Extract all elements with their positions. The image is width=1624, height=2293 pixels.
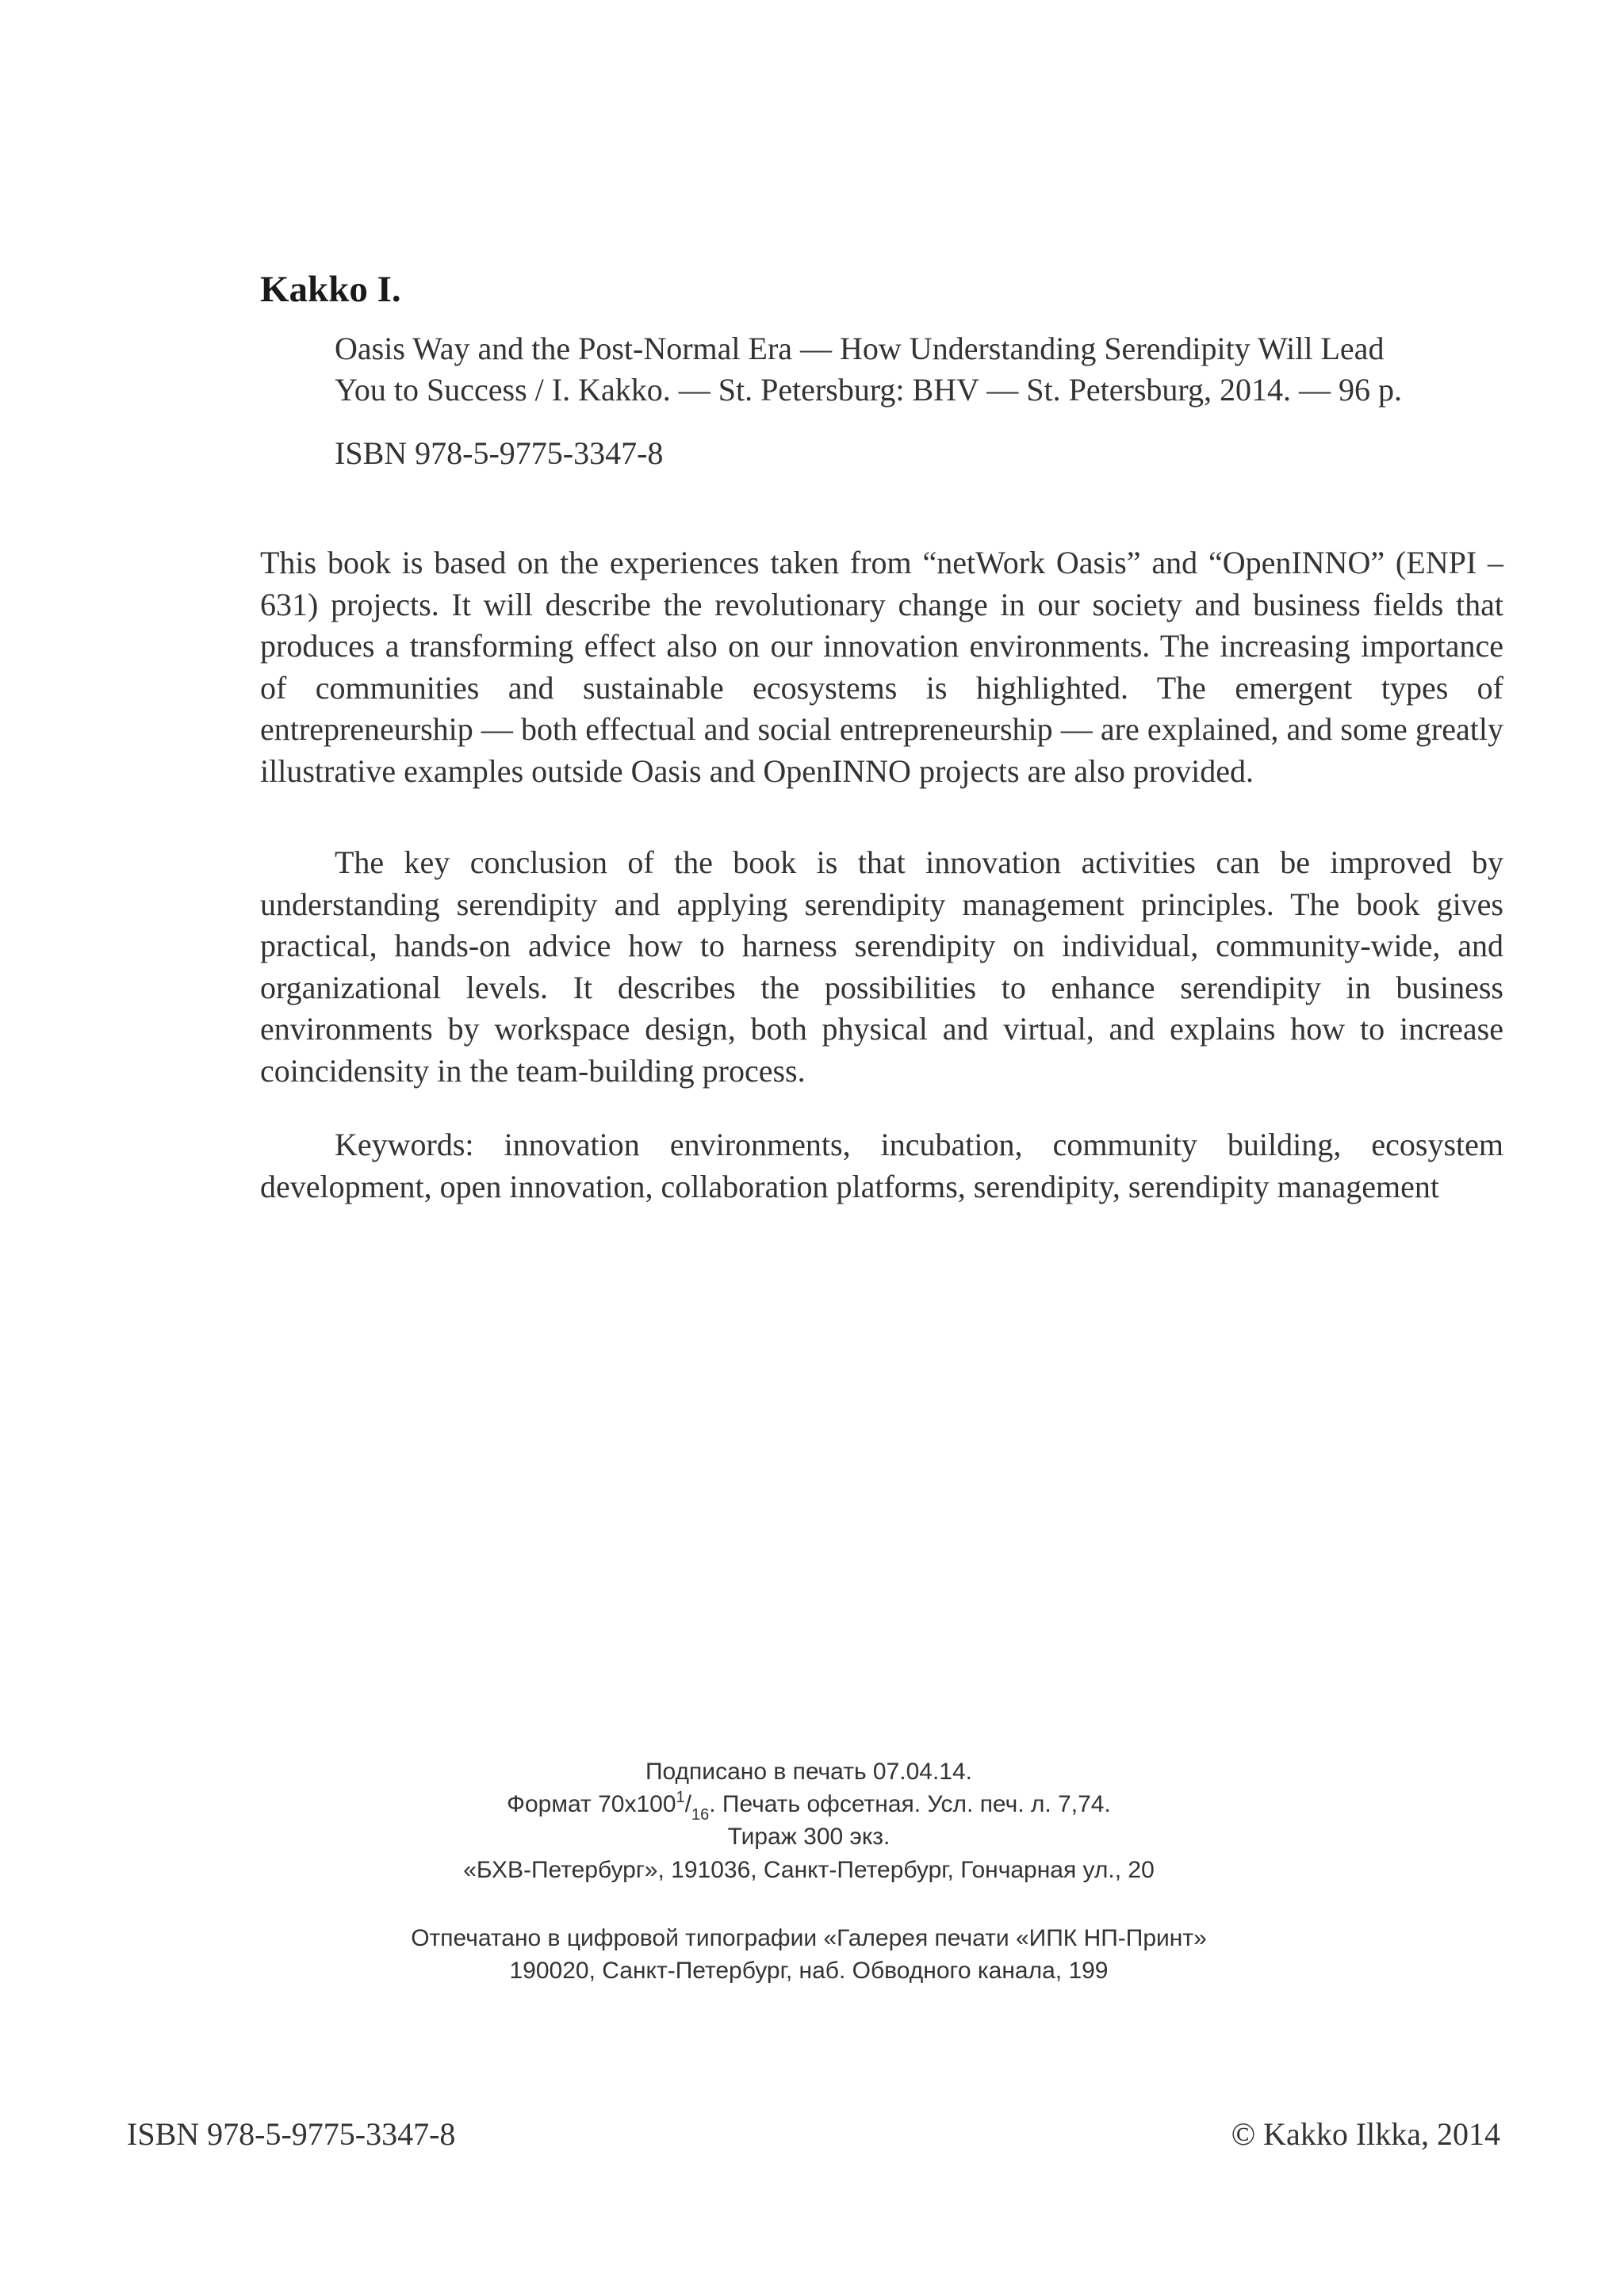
book-title-line-1: Oasis Way and the Post-Normal Era — How Understanding Serendipity Will Lead (335, 331, 1385, 366)
format-prefix: Формат 70x100 (507, 1791, 676, 1817)
imprint-publisher: «БХВ-Петербург», 191036, Санкт-Петербург, Гончарная ул., 20 (463, 1857, 1155, 1883)
format-fraction-denominator: 16 (691, 1806, 710, 1824)
abstract-paragraph-2 (260, 842, 1503, 1092)
format-fraction-slash: / (684, 1791, 691, 1817)
format-fraction-numerator: 1 (676, 1789, 685, 1806)
imprint-circulation: Тираж 300 экз. (727, 1824, 891, 1850)
printer-address: 190020, Санкт-Петербург, наб. Обводного канала, 199 (509, 1958, 1109, 1984)
abstract-paragraph-2-text: The key conclusion of the book is that innovation activities can be improved by understanding serendipity and applying serendipity management principles. The book gives practical, hands-on advice how to harness serendipity on individual, community-wide, and organizational levels. It describes the possibilities to enhance serendipity in business environments by workspace design, both physical and virtual, and explains how to increase coincidensity in the team-building process. (260, 844, 1503, 1089)
keywords-paragraph (260, 1124, 1503, 1208)
book-title-line-2: You to Success / I. Kakko. — St. Petersburg: BHV — St. Petersburg, 2014. — 96 p. (335, 372, 1402, 408)
abstract-paragraph-1: This book is based on the experiences taken from “netWork Oasis” and “OpenINNO” (ENPI – 631) projects. It will describe the revolutionary change in our society and business fields that produces a transforming effect also on our innovation environments. The increasing importance of communities and sustainable ecosystems is highlighted. The emergent types of entrepreneurship — both effectual and social entrepreneurship — are explained, and some greatly illustrative examples outside Oasis and OpenINNO projects are also provided. (260, 545, 1503, 789)
copyright-notice: © Kakko Ilkka, 2014 (1231, 2116, 1500, 2152)
imprint-signed: Подписано в печать 07.04.14. (645, 1759, 973, 1785)
keywords-text: Keywords: innovation environments, incubation, community building, ecosystem development, open innovation, collaboration platforms, serendipity, serendipity management (260, 1127, 1503, 1204)
author-name: Kakko I. (260, 269, 401, 310)
isbn-header: ISBN 978-5-9775-3347-8 (335, 435, 664, 471)
isbn-footer: ISBN 978-5-9775-3347-8 (127, 2116, 456, 2152)
printer-name: Отпечатано в цифровой типографии «Галерея печати «ИПК НП-Принт» (411, 1925, 1207, 1951)
imprint-format (317, 1789, 1300, 1824)
format-suffix: . Печать офсетная. Усл. печ. л. 7,74. (709, 1791, 1111, 1817)
bibliographic-description (335, 328, 1508, 411)
